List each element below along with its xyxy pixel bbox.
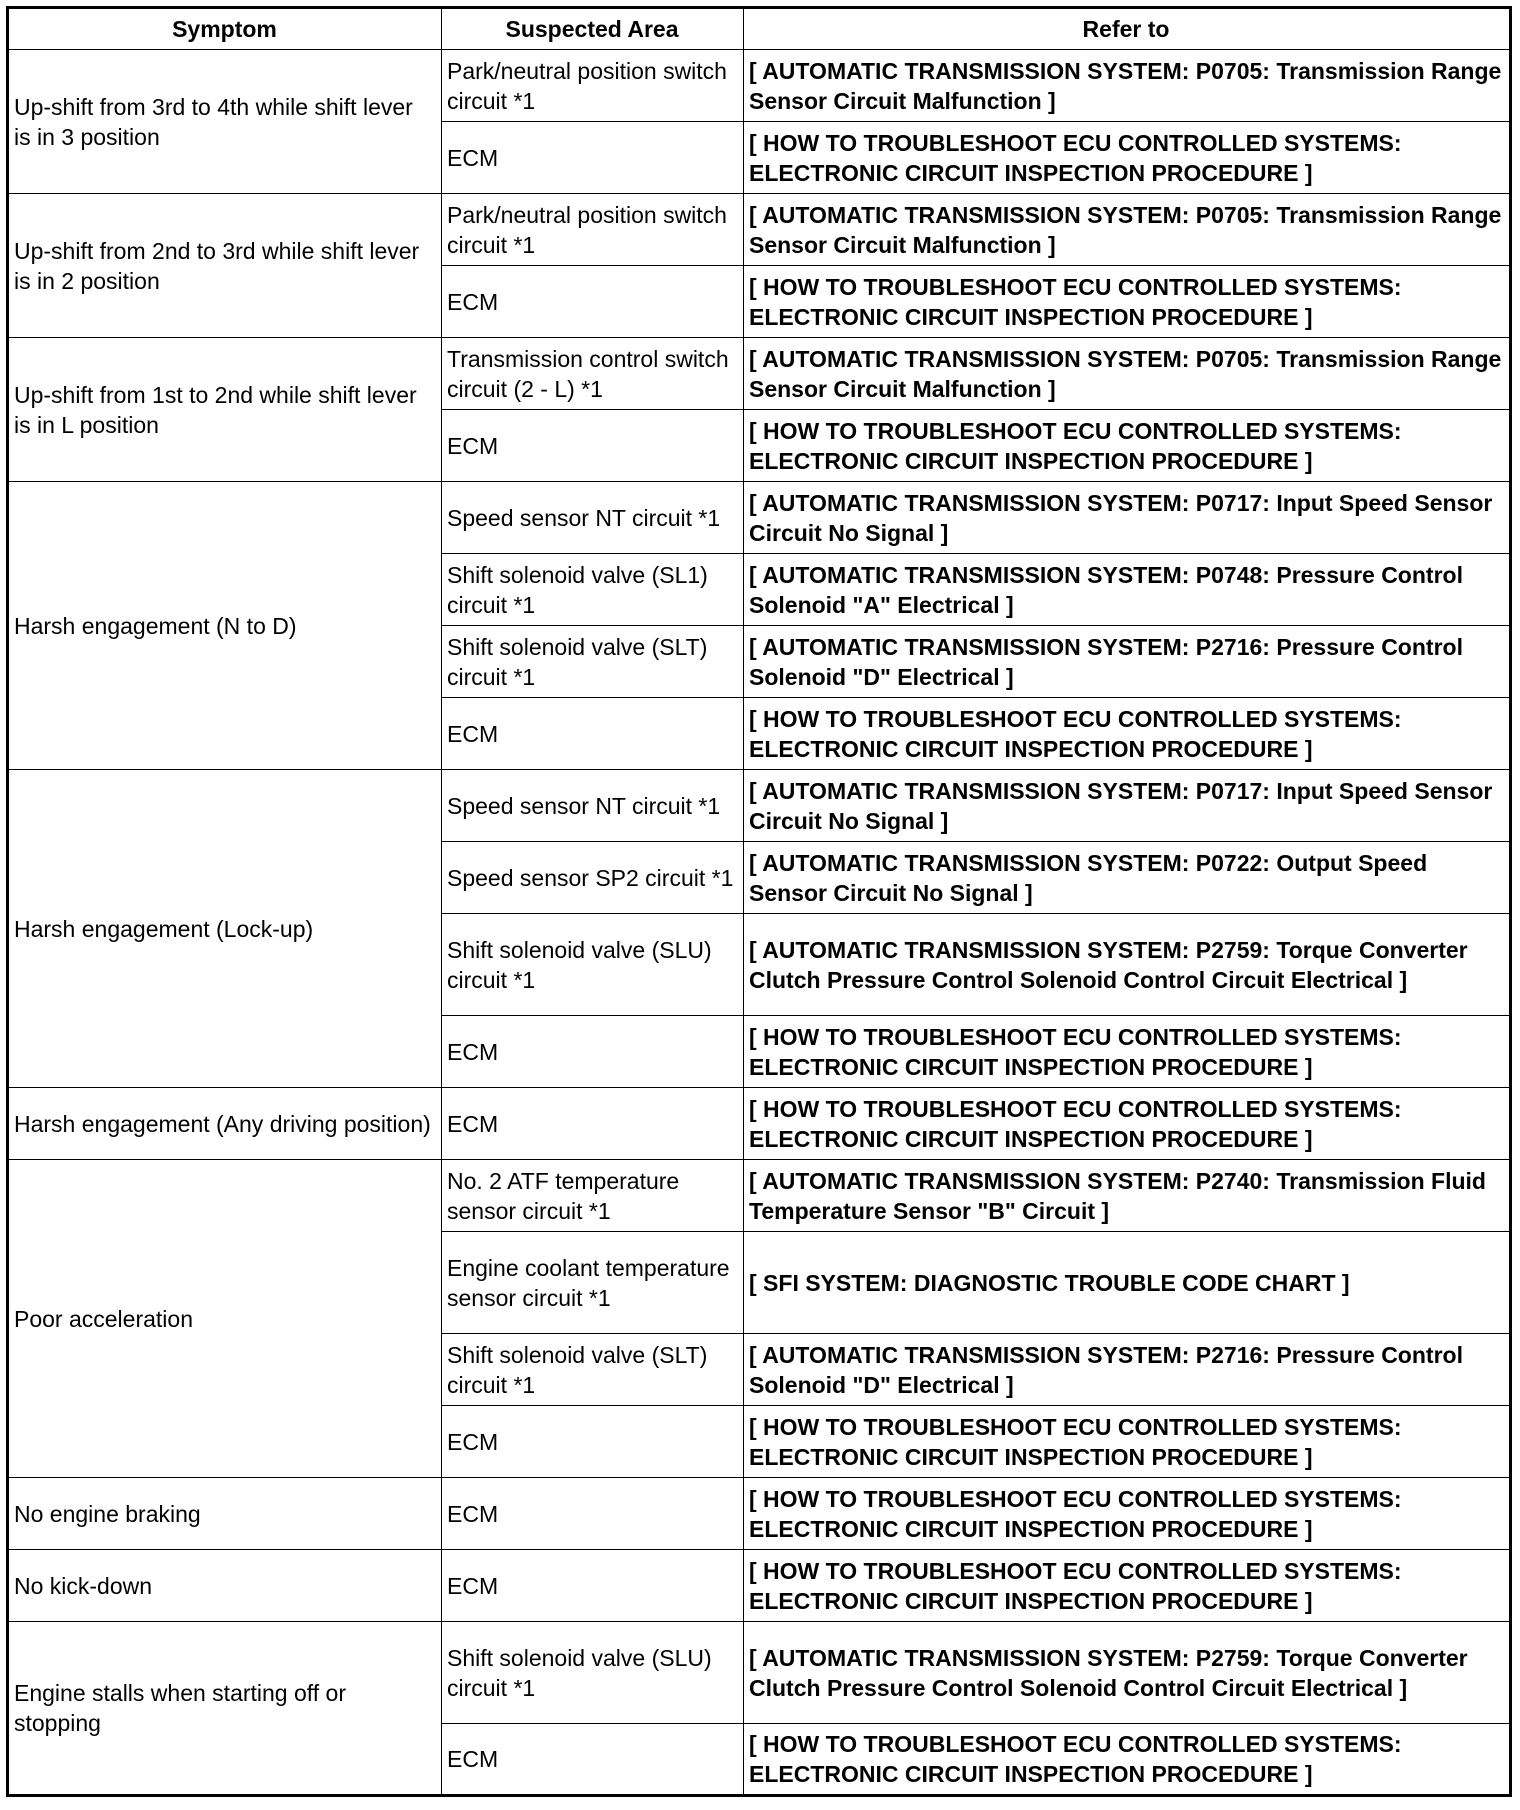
header-suspected-area: Suspected Area xyxy=(442,8,744,50)
table-row xyxy=(8,1160,1511,1232)
symptom-cell: Harsh engagement (N to D) xyxy=(8,482,442,770)
refer-to-link[interactable]: [ AUTOMATIC TRANSMISSION SYSTEM: P2716: Pressure Control Solenoid "D" Electrical ] xyxy=(744,626,1511,698)
refer-to-link[interactable]: [ AUTOMATIC TRANSMISSION SYSTEM: P2740: Transmission Fluid Temperature Sensor "B" Circuit ] xyxy=(744,1160,1511,1232)
symptom-table xyxy=(6,6,1512,1797)
refer-to-link[interactable]: [ HOW TO TROUBLESHOOT ECU CONTROLLED SYSTEMS: ELECTRONIC CIRCUIT INSPECTION PROCEDURE ] xyxy=(744,1478,1511,1550)
table-row xyxy=(8,1622,1511,1724)
table-row xyxy=(8,482,1511,554)
symptom-cell: Up-shift from 1st to 2nd while shift lever is in L position xyxy=(8,338,442,482)
refer-to-link[interactable]: [ HOW TO TROUBLESHOOT ECU CONTROLLED SYSTEMS: ELECTRONIC CIRCUIT INSPECTION PROCEDURE ] xyxy=(744,1088,1511,1160)
refer-to-link[interactable]: [ HOW TO TROUBLESHOOT ECU CONTROLLED SYSTEMS: ELECTRONIC CIRCUIT INSPECTION PROCEDURE ] xyxy=(744,698,1511,770)
suspected-area-cell: Park/neutral position switch circuit *1 xyxy=(442,50,744,122)
symptom-cell: Up-shift from 3rd to 4th while shift lever is in 3 position xyxy=(8,50,442,194)
header-refer-to: Refer to xyxy=(744,8,1511,50)
suspected-area-cell: No. 2 ATF temperature sensor circuit *1 xyxy=(442,1160,744,1232)
refer-to-link[interactable]: [ SFI SYSTEM: DIAGNOSTIC TROUBLE CODE CHART ] xyxy=(744,1232,1511,1334)
suspected-area-cell: ECM xyxy=(442,1478,744,1550)
header-symptom: Symptom xyxy=(8,8,442,50)
header-row xyxy=(8,8,1511,50)
table-row xyxy=(8,1550,1511,1622)
refer-to-link[interactable]: [ AUTOMATIC TRANSMISSION SYSTEM: P0705: Transmission Range Sensor Circuit Malfunction ] xyxy=(744,194,1511,266)
refer-to-link[interactable]: [ AUTOMATIC TRANSMISSION SYSTEM: P2759: Torque Converter Clutch Pressure Control Solenoid Control Circuit Electrical ] xyxy=(744,1622,1511,1724)
suspected-area-cell: ECM xyxy=(442,410,744,482)
suspected-area-cell: ECM xyxy=(442,1016,744,1088)
suspected-area-cell: ECM xyxy=(442,1406,744,1478)
suspected-area-cell: Speed sensor NT circuit *1 xyxy=(442,770,744,842)
suspected-area-cell: ECM xyxy=(442,1724,744,1796)
suspected-area-cell: Park/neutral position switch circuit *1 xyxy=(442,194,744,266)
suspected-area-cell: Speed sensor SP2 circuit *1 xyxy=(442,842,744,914)
suspected-area-cell: ECM xyxy=(442,122,744,194)
table-row xyxy=(8,338,1511,410)
suspected-area-cell: ECM xyxy=(442,1550,744,1622)
suspected-area-cell: ECM xyxy=(442,1088,744,1160)
refer-to-link[interactable]: [ HOW TO TROUBLESHOOT ECU CONTROLLED SYSTEMS: ELECTRONIC CIRCUIT INSPECTION PROCEDURE ] xyxy=(744,266,1511,338)
suspected-area-cell: Shift solenoid valve (SLT) circuit *1 xyxy=(442,1334,744,1406)
table-row xyxy=(8,770,1511,842)
symptom-cell: No kick-down xyxy=(8,1550,442,1622)
refer-to-link[interactable]: [ AUTOMATIC TRANSMISSION SYSTEM: P0705: Transmission Range Sensor Circuit Malfunction ] xyxy=(744,50,1511,122)
suspected-area-cell: Shift solenoid valve (SL1) circuit *1 xyxy=(442,554,744,626)
suspected-area-cell: ECM xyxy=(442,698,744,770)
suspected-area-cell: Shift solenoid valve (SLU) circuit *1 xyxy=(442,914,744,1016)
symptom-cell: No engine braking xyxy=(8,1478,442,1550)
table-row xyxy=(8,1088,1511,1160)
symptom-cell: Up-shift from 2nd to 3rd while shift lever is in 2 position xyxy=(8,194,442,338)
symptom-cell: Engine stalls when starting off or stopping xyxy=(8,1622,442,1796)
suspected-area-cell: ECM xyxy=(442,266,744,338)
refer-to-link[interactable]: [ AUTOMATIC TRANSMISSION SYSTEM: P2759: Torque Converter Clutch Pressure Control Solenoid Control Circuit Electrical ] xyxy=(744,914,1511,1016)
table-row xyxy=(8,1478,1511,1550)
suspected-area-cell: Shift solenoid valve (SLT) circuit *1 xyxy=(442,626,744,698)
suspected-area-cell: Engine coolant temperature sensor circuit *1 xyxy=(442,1232,744,1334)
refer-to-link[interactable]: [ AUTOMATIC TRANSMISSION SYSTEM: P0705: Transmission Range Sensor Circuit Malfunction ] xyxy=(744,338,1511,410)
table-row xyxy=(8,50,1511,122)
refer-to-link[interactable]: [ HOW TO TROUBLESHOOT ECU CONTROLLED SYSTEMS: ELECTRONIC CIRCUIT INSPECTION PROCEDURE ] xyxy=(744,1550,1511,1622)
refer-to-link[interactable]: [ HOW TO TROUBLESHOOT ECU CONTROLLED SYSTEMS: ELECTRONIC CIRCUIT INSPECTION PROCEDURE ] xyxy=(744,410,1511,482)
table-row xyxy=(8,194,1511,266)
symptom-cell: Harsh engagement (Any driving position) xyxy=(8,1088,442,1160)
suspected-area-cell: Transmission control switch circuit (2 - L) *1 xyxy=(442,338,744,410)
refer-to-link[interactable]: [ HOW TO TROUBLESHOOT ECU CONTROLLED SYSTEMS: ELECTRONIC CIRCUIT INSPECTION PROCEDURE ] xyxy=(744,1724,1511,1796)
symptom-cell: Poor acceleration xyxy=(8,1160,442,1478)
refer-to-link[interactable]: [ AUTOMATIC TRANSMISSION SYSTEM: P0748: Pressure Control Solenoid "A" Electrical ] xyxy=(744,554,1511,626)
table-body xyxy=(8,50,1511,1796)
refer-to-link[interactable]: [ AUTOMATIC TRANSMISSION SYSTEM: P0717: Input Speed Sensor Circuit No Signal ] xyxy=(744,770,1511,842)
refer-to-link[interactable]: [ HOW TO TROUBLESHOOT ECU CONTROLLED SYSTEMS: ELECTRONIC CIRCUIT INSPECTION PROCEDURE ] xyxy=(744,1016,1511,1088)
refer-to-link[interactable]: [ AUTOMATIC TRANSMISSION SYSTEM: P0717: Input Speed Sensor Circuit No Signal ] xyxy=(744,482,1511,554)
refer-to-link[interactable]: [ HOW TO TROUBLESHOOT ECU CONTROLLED SYSTEMS: ELECTRONIC CIRCUIT INSPECTION PROCEDURE ] xyxy=(744,122,1511,194)
suspected-area-cell: Shift solenoid valve (SLU) circuit *1 xyxy=(442,1622,744,1724)
symptom-cell: Harsh engagement (Lock-up) xyxy=(8,770,442,1088)
refer-to-link[interactable]: [ HOW TO TROUBLESHOOT ECU CONTROLLED SYSTEMS: ELECTRONIC CIRCUIT INSPECTION PROCEDURE ] xyxy=(744,1406,1511,1478)
refer-to-link[interactable]: [ AUTOMATIC TRANSMISSION SYSTEM: P0722: Output Speed Sensor Circuit No Signal ] xyxy=(744,842,1511,914)
suspected-area-cell: Speed sensor NT circuit *1 xyxy=(442,482,744,554)
refer-to-link[interactable]: [ AUTOMATIC TRANSMISSION SYSTEM: P2716: Pressure Control Solenoid "D" Electrical ] xyxy=(744,1334,1511,1406)
